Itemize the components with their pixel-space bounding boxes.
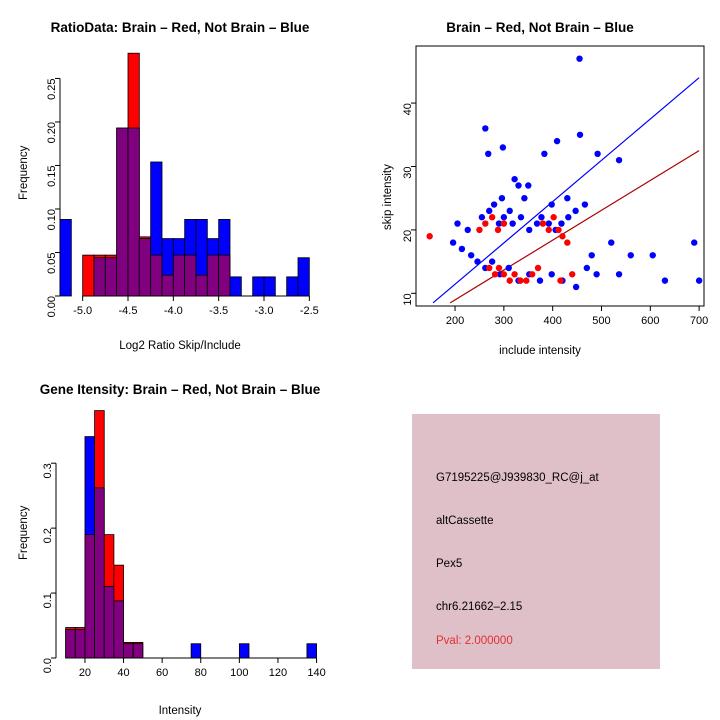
svg-text:-3.5: -3.5 <box>209 305 229 317</box>
svg-text:20: 20 <box>78 667 92 679</box>
svg-text:40: 40 <box>117 667 130 679</box>
svg-text:0.3: 0.3 <box>41 463 54 479</box>
svg-text:500: 500 <box>592 315 611 327</box>
annotation-info-box <box>412 414 660 669</box>
info-probeset-id: G7195225@J939830_RC@j_at <box>436 472 599 484</box>
svg-text:-4.0: -4.0 <box>163 305 183 317</box>
intensity-scatter-plot <box>360 0 720 360</box>
svg-text:40: 40 <box>402 103 414 116</box>
intensity-scatter-panel <box>360 0 720 360</box>
svg-text:-4.5: -4.5 <box>118 305 138 317</box>
ratio-histogram-xlabel: Log2 Ratio Skip/Include <box>119 340 241 352</box>
svg-text:0.2: 0.2 <box>42 528 54 544</box>
info-gene-symbol: Pex5 <box>436 558 463 570</box>
svg-text:600: 600 <box>641 315 660 327</box>
ratio-histogram-title: RatioData: Brain – Red, Not Brain – Blue <box>50 20 310 35</box>
svg-text:-5.0: -5.0 <box>73 305 93 317</box>
svg-text:-2.5: -2.5 <box>299 305 319 317</box>
svg-text:-3.0: -3.0 <box>254 305 274 317</box>
info-locus: chr6.21662–2.15 <box>436 601 523 613</box>
info-event-type: altCassette <box>436 515 494 527</box>
svg-text:0.10: 0.10 <box>46 208 58 231</box>
svg-text:60: 60 <box>156 667 169 679</box>
svg-text:0.15: 0.15 <box>46 165 58 187</box>
svg-text:0.00: 0.00 <box>46 296 58 318</box>
svg-text:30: 30 <box>402 166 414 179</box>
ratio-histogram-panel <box>0 0 360 360</box>
gene-intensity-ylabel: Frequency <box>18 505 30 560</box>
svg-text:0.05: 0.05 <box>46 252 58 274</box>
ratio-histogram-ylabel: Frequency <box>18 145 30 200</box>
svg-text:80: 80 <box>194 667 207 679</box>
intensity-scatter-title: Brain – Red, Not Brain – Blue <box>446 20 634 35</box>
info-pval: Pval: 2.000000 <box>436 635 513 647</box>
svg-text:120: 120 <box>268 667 288 679</box>
gene-intensity-title: Gene Itensity: Brain – Red, Not Brain – Blue <box>39 382 321 397</box>
svg-text:700: 700 <box>689 315 709 327</box>
intensity-scatter-xlabel: include intensity <box>499 345 581 357</box>
svg-text:20: 20 <box>402 229 414 243</box>
gene-intensity-xlabel: Intensity <box>158 705 202 717</box>
svg-text:10: 10 <box>402 293 414 306</box>
svg-text:100: 100 <box>230 667 249 679</box>
gene-intensity-plot <box>0 360 360 720</box>
svg-text:300: 300 <box>494 315 514 327</box>
svg-text:200: 200 <box>445 315 465 327</box>
svg-text:0.25: 0.25 <box>46 78 58 100</box>
svg-text:400: 400 <box>543 315 562 327</box>
ratio-histogram-plot <box>0 0 360 360</box>
gene-intensity-panel <box>0 360 360 720</box>
svg-text:0.0: 0.0 <box>42 658 54 674</box>
svg-text:0.20: 0.20 <box>46 121 58 144</box>
intensity-scatter-ylabel: skip intensity <box>382 164 394 230</box>
svg-text:140: 140 <box>307 667 326 679</box>
svg-text:0.1: 0.1 <box>42 593 54 609</box>
